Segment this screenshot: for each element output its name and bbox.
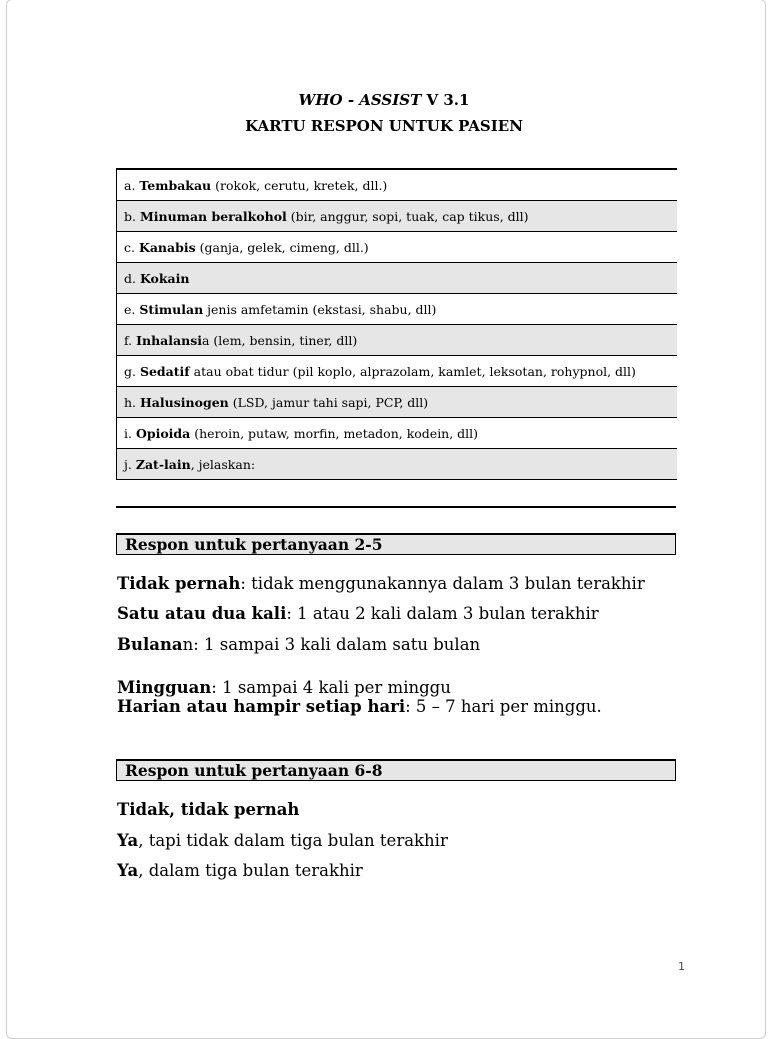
substance-row-d	[117, 263, 677, 294]
response-line	[117, 678, 451, 697]
response-line	[117, 831, 448, 850]
substance-row-i	[117, 418, 677, 449]
substance-row-g	[117, 356, 677, 387]
substance-name: Kokain	[139, 271, 190, 286]
response-desc: : 1 atau 2 kali dalam 3 bulan terakhir	[286, 604, 599, 623]
response-line	[117, 635, 480, 654]
substance-name: Tembakau	[139, 178, 212, 193]
substance-name: Minuman beralkohol	[139, 209, 287, 224]
substance-examples: (LSD, jamur tahi sapi, PCP, dll)	[228, 395, 429, 410]
title-italic: WHO - ASSIST	[298, 91, 422, 109]
substance-row-e	[117, 294, 677, 325]
substance-prefix: h.	[124, 395, 140, 410]
substance-prefix: f.	[124, 333, 137, 348]
substance-prefix: j.	[124, 457, 136, 472]
substance-examples: atau obat tidur (pil koplo, alprazolam, kamlet, leksotan, rohypnol, dll)	[189, 364, 636, 379]
substance-examples: a (lem, bensin, tiner, dll)	[202, 333, 358, 348]
substance-examples: (bir, anggur, sopi, tuak, cap tikus, dll)	[286, 209, 529, 224]
substance-examples: jenis amfetamin (ekstasi, shabu, dll)	[203, 302, 437, 317]
substance-prefix: d.	[124, 271, 140, 286]
substance-name: Stimulan	[139, 302, 204, 317]
response-desc: : tidak menggunakannya dalam 3 bulan terakhir	[240, 574, 645, 593]
substance-row-a	[117, 170, 677, 201]
substance-name: Sedatif	[139, 364, 190, 379]
response-line	[117, 574, 645, 593]
substance-name: Opioida	[135, 426, 191, 441]
page-number: 1	[678, 960, 685, 973]
response-term: Ya	[117, 831, 139, 850]
substance-name: Inhalansi	[136, 333, 202, 348]
substance-name: Halusinogen	[140, 395, 229, 410]
response-term: Mingguan	[117, 678, 212, 697]
response-desc: : 1 sampai 4 kali per minggu	[211, 678, 451, 697]
substance-row-f	[117, 325, 677, 356]
response-line	[117, 861, 363, 880]
substance-table	[116, 168, 677, 480]
response-term: Satu atau dua kali	[117, 604, 287, 623]
substance-prefix: g.	[124, 364, 140, 379]
response-line	[117, 604, 599, 623]
substance-name: Zat-lain	[135, 457, 191, 472]
document-subtitle: KARTU RESPON UNTUK PASIEN	[245, 117, 523, 135]
substance-prefix: c.	[124, 240, 139, 255]
response-line	[117, 800, 299, 819]
substance-examples: (heroin, putaw, morfin, metadon, kodein, dll)	[190, 426, 479, 441]
substance-prefix: i.	[124, 426, 136, 441]
substance-row-c	[117, 232, 677, 263]
response-desc: : 5 – 7 hari per minggu.	[405, 697, 602, 716]
section-heading-6-8: Respon untuk pertanyaan 6-8	[116, 759, 676, 781]
title-version: V 3.1	[421, 91, 470, 109]
substance-examples: (rokok, cerutu, kretek, dll.)	[211, 178, 388, 193]
substance-name: Kanabis	[138, 240, 196, 255]
substance-row-h	[117, 387, 677, 418]
response-term: Harian atau hampir setiap hari	[117, 697, 406, 716]
page-border	[6, 0, 766, 1039]
section-heading-2-5: Respon untuk pertanyaan 2-5	[116, 533, 676, 555]
substance-prefix: b.	[124, 209, 140, 224]
response-term: Tidak, tidak pernah	[117, 800, 300, 819]
substance-examples: , jelaskan:	[190, 457, 256, 472]
substance-row-b	[117, 201, 677, 232]
response-desc: n: 1 sampai 3 kali dalam satu bulan	[182, 635, 481, 654]
separator-line	[116, 506, 676, 508]
response-term: Tidak pernah	[117, 574, 241, 593]
substance-examples: (ganja, gelek, cimeng, dll.)	[195, 240, 369, 255]
response-term: Ya	[117, 861, 139, 880]
substance-row-j	[117, 449, 677, 480]
response-line	[117, 697, 602, 716]
substance-prefix: e.	[124, 302, 140, 317]
substance-prefix: a.	[124, 178, 140, 193]
response-term: Bulana	[117, 635, 183, 654]
response-desc: , tapi tidak dalam tiga bulan terakhir	[138, 831, 448, 850]
response-desc: , dalam tiga bulan terakhir	[138, 861, 363, 880]
document-title	[0, 91, 768, 109]
